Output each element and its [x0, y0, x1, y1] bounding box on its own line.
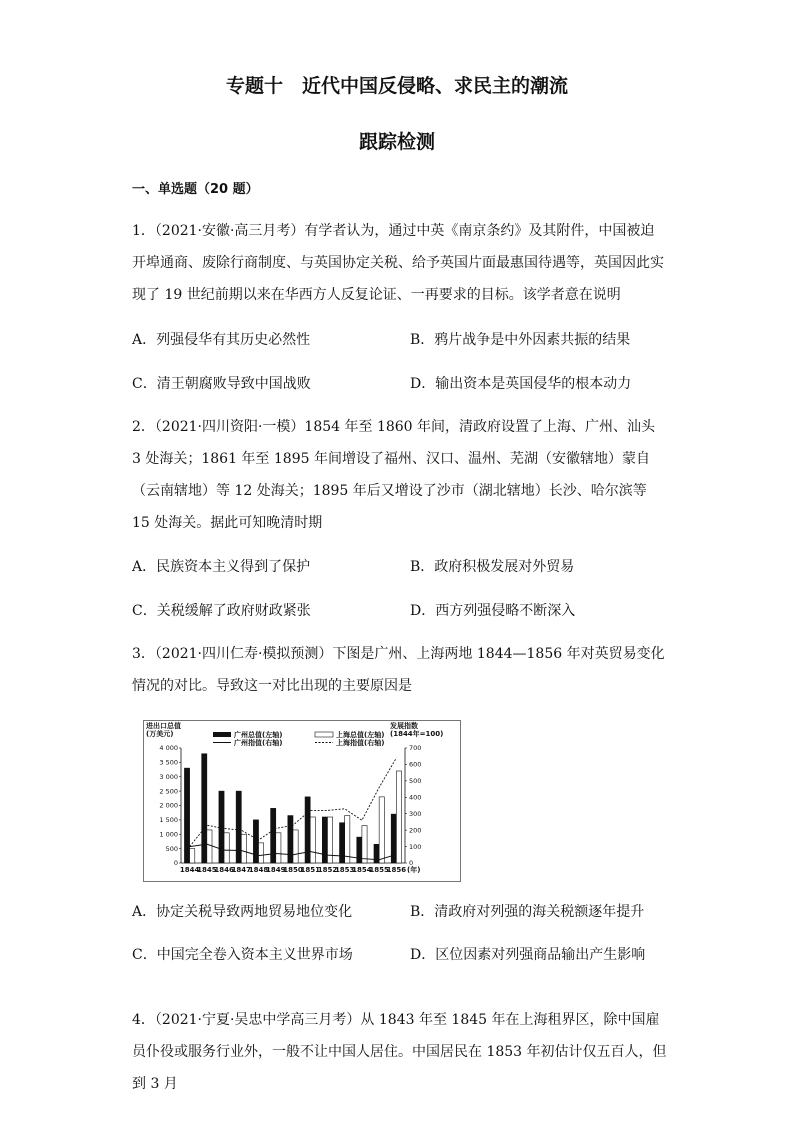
question-3-stem: 3．（2021·四川仁寿·模拟预测）下图是广州、上海两地 1844—1856 年对英贸易变化情况的对比。导致这一对比出现的主要原因是 [132, 646, 665, 694]
question-2-option-d[interactable]: D．西方列强侵略不断深入 [410, 603, 576, 619]
legend-label: 上海指值(右轴) [336, 739, 385, 747]
shanghai-bar [379, 797, 384, 863]
x-tick-label: 1853 [334, 866, 355, 874]
shanghai-bar [362, 826, 367, 863]
right-axis-label: (1844年=100) [390, 730, 444, 738]
x-axis-label: (年) [407, 866, 421, 874]
question-3-option-a[interactable]: A．协定关税导致两地贸易地位变化 [132, 904, 353, 920]
left-tick-label: 4 000 [159, 744, 178, 753]
shanghai-bar [276, 833, 281, 863]
right-tick-label: 200 [409, 826, 422, 835]
left-tick-label: 3 000 [159, 772, 178, 781]
guangzhou-bar [271, 808, 276, 863]
left-tick-label: 1 000 [159, 830, 178, 839]
question-1-option-c[interactable]: C．清王朝腐败导致中国战败 [132, 376, 311, 392]
x-tick-label: 1854 [352, 866, 372, 874]
question-1-option-a[interactable]: A．列强侵华有其历史必然性 [132, 332, 311, 348]
document-subtitle: 跟踪检测 [358, 131, 435, 153]
guangzhou-bar [236, 791, 241, 863]
x-tick-label: 1855 [369, 866, 389, 874]
question-2-option-a[interactable]: A．民族资本主义得到了保护 [132, 559, 311, 575]
guangzhou-bar [202, 754, 207, 863]
x-tick-label: 1849 [266, 866, 286, 874]
x-tick-label: 1851 [300, 866, 320, 874]
left-tick-label: 500 [165, 844, 178, 853]
question-3-option-d[interactable]: D．区位因素对列强商品输出产生影响 [410, 947, 646, 963]
shanghai-bar [327, 817, 332, 863]
shanghai-bar [396, 771, 401, 863]
x-tick-label: 1844 [179, 866, 200, 874]
guangzhou-bar [322, 817, 327, 863]
question-1-option-d[interactable]: D．输出资本是英国侵华的根本动力 [410, 376, 632, 392]
left-tick-label: 2 000 [159, 801, 178, 810]
shanghai-bar [224, 833, 229, 863]
guangzhou-bar [219, 791, 224, 863]
legend-label: 广州总值(左轴) [234, 731, 283, 739]
left-axis-label: 进出口总值 [146, 722, 181, 730]
trade-comparison-chart [143, 720, 461, 882]
shanghai-bar [293, 830, 298, 863]
x-tick-label: 1845 [197, 866, 217, 874]
question-1-stem: 1．（2021·安徽·高三月考）有学者认为，通过中英《南京条约》及其附件，中国被迫开埠通商、废除行商制度、与英国协定关税、给予英国片面最惠国待遇等，英国因此实现了 19 世纪前期以来在华西方人反复论证、一再要求的目标。该学者意在说明 [132, 223, 664, 303]
left-tick-label: 0 [173, 859, 178, 868]
shanghai-bar [207, 830, 212, 863]
right-tick-label: 100 [409, 842, 422, 851]
question-2-option-b[interactable]: B．政府积极发展对外贸易 [410, 559, 575, 575]
legend-label: 上海总值(左轴) [336, 731, 385, 739]
shanghai-bar [190, 849, 195, 863]
legend-label: 广州指值(右轴) [234, 739, 283, 747]
right-axis-label: 发展指数 [390, 722, 418, 730]
document-title: 专题十 近代中国反侵略、求民主的潮流 [225, 75, 568, 97]
chart-svg [143, 720, 461, 882]
x-tick-label: 1852 [317, 866, 338, 874]
question-2-stem: 2．（2021·四川资阳·一模）1854 年至 1860 年间，清政府设置了上海、广州、汕头 3 处海关；1861 年至 1895 年间增设了福州、汉口、温州、芜湖（安徽辖地）蒙自（云南辖地）等 12 处海关；1895 年后又增设了沙市（湖北辖地）长沙、哈尔滨等 15 处海关。据此可知晚清时期 [132, 419, 656, 531]
right-tick-label: 500 [409, 777, 422, 786]
section-heading: 一、单选题（20 题） [132, 182, 259, 197]
shanghai-bar [259, 843, 264, 863]
left-tick-label: 1 500 [159, 816, 178, 825]
x-tick-label: 1846 [214, 866, 234, 874]
x-tick-label: 1848 [248, 866, 269, 874]
right-tick-label: 400 [409, 793, 422, 802]
guangzhou-bar [374, 844, 379, 863]
x-tick-label: 1856 [386, 866, 407, 874]
question-3-option-c[interactable]: C．中国完全卷入资本主义世界市场 [132, 947, 353, 963]
left-axis-label: (万美元) [146, 730, 174, 738]
question-1-option-b[interactable]: B．鸦片战争是中外因素共振的结果 [410, 332, 631, 348]
legend-swatch-guangzhou-total [213, 732, 231, 737]
left-tick-label: 3 500 [159, 758, 178, 767]
shanghai-bar [241, 834, 246, 863]
guangzhou-bar [288, 816, 293, 863]
shanghai-bar [310, 817, 315, 863]
x-tick-label: 1850 [283, 866, 303, 874]
right-tick-label: 600 [409, 760, 422, 769]
x-tick-label: 1847 [231, 866, 252, 874]
right-tick-label: 0 [409, 859, 414, 868]
right-tick-label: 700 [409, 744, 422, 753]
question-4-stem: 4．（2021·宁夏·吴忠中学高三月考）从 1843 年至 1845 年在上海租界区，除中国雇员仆役或服务行业外，一般不让中国人居住。中国居民在 1853 年初估计仅五百人，但到 3 月 [132, 1012, 667, 1092]
guangzhou-bar [340, 823, 345, 863]
guangzhou-bar [184, 768, 189, 863]
guangzhou-bar [253, 820, 258, 863]
right-tick-label: 300 [409, 809, 422, 818]
question-2-option-c[interactable]: C．关税缓解了政府财政紧张 [132, 603, 311, 619]
question-3-option-b[interactable]: B．清政府对列强的海关税额逐年提升 [410, 904, 645, 920]
left-tick-label: 2 500 [159, 787, 178, 796]
legend-swatch-shanghai-total [315, 732, 333, 737]
guangzhou-bar [305, 797, 310, 863]
guangzhou-bar [357, 837, 362, 863]
